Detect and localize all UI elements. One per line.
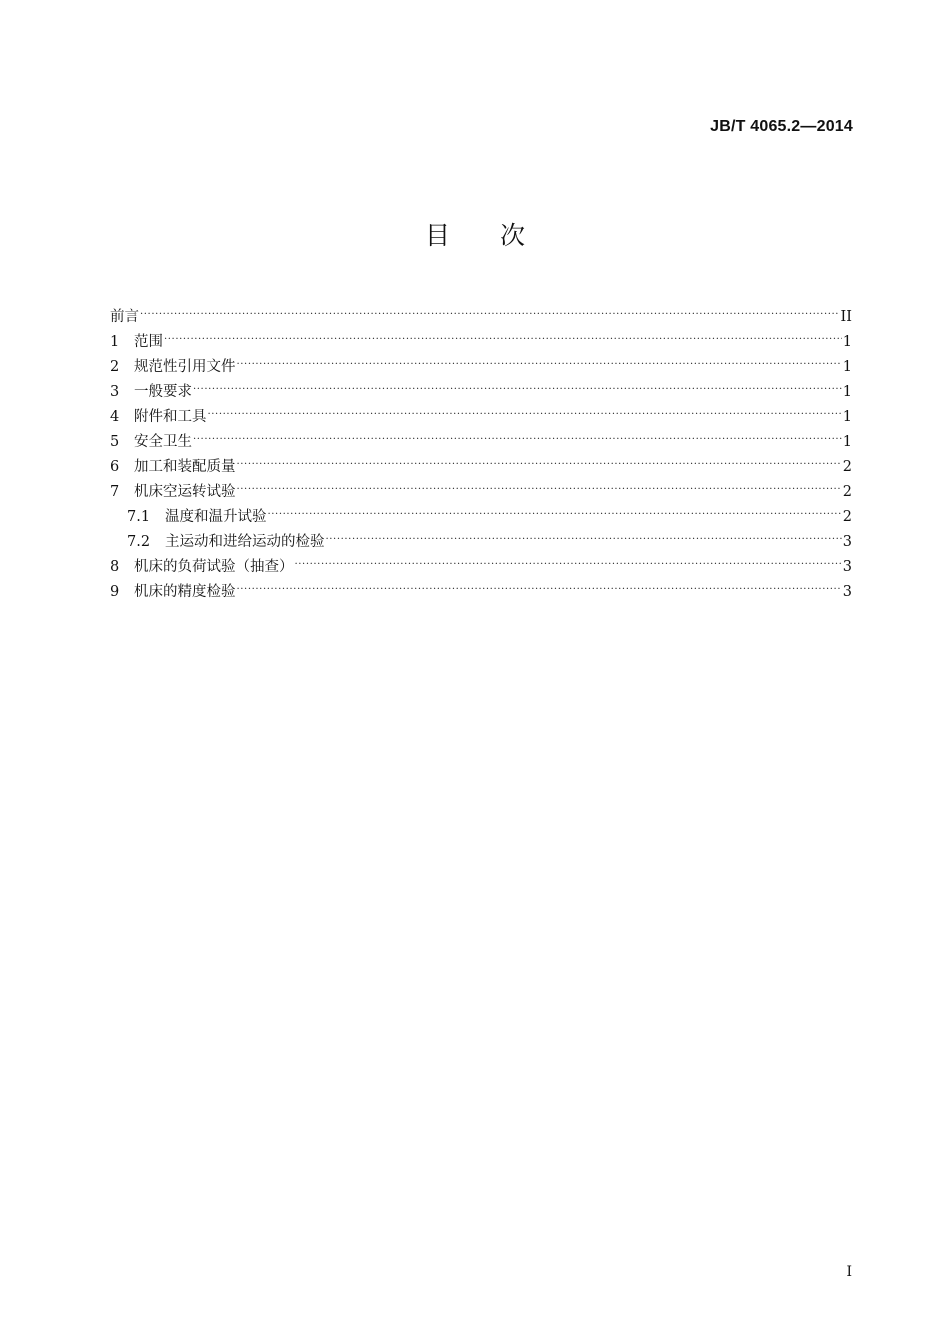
toc-entry-3[interactable] xyxy=(110,371,852,400)
toc-entry-page: 1 xyxy=(842,434,852,450)
toc-entry-page: II xyxy=(840,309,852,325)
toc-entry-number: 7.2 xyxy=(127,534,151,550)
toc-entry-page: 1 xyxy=(842,334,852,350)
table-of-contents xyxy=(110,296,852,600)
toc-leader-dots xyxy=(140,296,840,321)
toc-entry-title: 附件和工具 xyxy=(134,409,207,425)
toc-entry-title: 温度和温升试验 xyxy=(165,509,267,525)
toc-leader-dots xyxy=(237,446,842,471)
toc-entry-page: 1 xyxy=(842,409,852,425)
toc-leader-dots xyxy=(295,546,842,571)
toc-leader-dots xyxy=(164,321,842,346)
toc-entry-title: 主运动和进给运动的检验 xyxy=(165,534,325,550)
toc-leader-dots xyxy=(237,571,842,596)
toc-leader-dots xyxy=(237,471,842,496)
toc-entry-number: 8 xyxy=(110,559,120,575)
toc-title-char-1: 目 xyxy=(424,221,450,250)
toc-entry-title: 规范性引用文件 xyxy=(134,359,236,375)
toc-entry-foreword[interactable] xyxy=(110,296,852,325)
document-code: JB/T 4065.2—2014 xyxy=(710,118,853,135)
toc-leader-dots xyxy=(268,496,842,521)
toc-entry-title: 加工和装配质量 xyxy=(134,459,236,475)
toc-entry-page: 2 xyxy=(842,509,852,525)
toc-entry-title: 机床的精度检验 xyxy=(134,584,236,600)
toc-entry-title: 前言 xyxy=(110,309,139,325)
toc-entry-title: 范围 xyxy=(134,334,163,350)
toc-entry-page: 2 xyxy=(842,459,852,475)
toc-leader-dots xyxy=(237,346,842,371)
toc-leader-dots xyxy=(193,421,842,446)
toc-entry-6[interactable] xyxy=(110,446,852,475)
toc-entry-4[interactable] xyxy=(110,396,852,425)
toc-entry-number: 2 xyxy=(110,359,120,375)
toc-entry-number: 1 xyxy=(110,334,120,350)
toc-entry-page: 2 xyxy=(842,484,852,500)
toc-leader-dots xyxy=(193,371,842,396)
toc-entry-number: 4 xyxy=(110,409,120,425)
toc-entry-page: 3 xyxy=(842,534,852,550)
toc-entry-number: 3 xyxy=(110,384,120,400)
toc-entry-number: 7.1 xyxy=(127,509,151,525)
toc-title-char-2: 次 xyxy=(500,221,526,250)
toc-entry-page: 3 xyxy=(842,559,852,575)
toc-entry-number: 7 xyxy=(110,484,120,500)
toc-entry-title: 机床空运转试验 xyxy=(134,484,236,500)
toc-entry-title: 一般要求 xyxy=(134,384,192,400)
toc-entry-page: 1 xyxy=(842,384,852,400)
page-number: I xyxy=(846,1264,852,1280)
toc-entry-title: 安全卫生 xyxy=(134,434,192,450)
toc-entry-number: 5 xyxy=(110,434,120,450)
toc-entry-1[interactable] xyxy=(110,321,852,350)
toc-entry-title: 机床的负荷试验（抽查） xyxy=(134,559,294,575)
toc-entry-number: 6 xyxy=(110,459,120,475)
toc-leader-dots xyxy=(326,521,842,546)
toc-entry-page: 1 xyxy=(842,359,852,375)
toc-entry-number: 9 xyxy=(110,584,120,600)
toc-entry-5[interactable] xyxy=(110,421,852,450)
toc-title xyxy=(0,216,950,252)
toc-leader-dots xyxy=(208,396,842,421)
toc-entry-2[interactable] xyxy=(110,346,852,375)
toc-entry-page: 3 xyxy=(842,584,852,600)
